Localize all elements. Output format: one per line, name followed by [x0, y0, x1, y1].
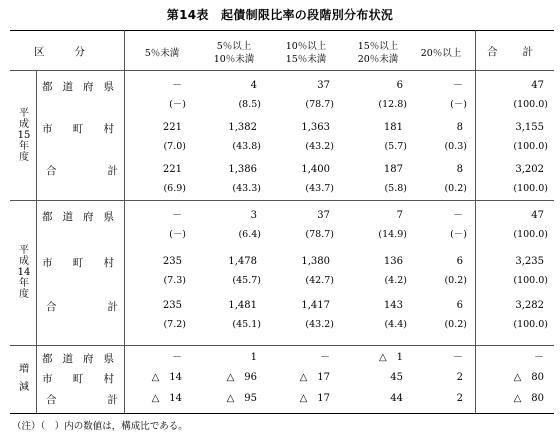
era-char: 14	[17, 267, 31, 278]
value-cell-total: △ 80	[513, 372, 544, 383]
row-label-char: 県	[103, 210, 114, 223]
header-col-3-l2: 15％未満	[285, 54, 327, 65]
value-cell-from5to10: 1,481	[228, 300, 257, 311]
row-label-char: 計	[107, 393, 118, 406]
row-label-char: 村	[103, 122, 114, 135]
row-label	[42, 254, 114, 270]
footnote: （注）（ ）内の数値は，構成比である。	[12, 421, 188, 432]
header-col-4-l1: 15％以上	[357, 41, 399, 52]
value-cell-from10to15: △ 17	[299, 372, 330, 383]
value-cell-under5: －	[172, 210, 182, 221]
value-cell-under5: －	[172, 80, 182, 91]
row-label-char: 計	[107, 300, 118, 313]
era-char: 平	[19, 107, 29, 119]
value-cell-from10to15: 1,363	[301, 122, 330, 133]
value-cell-from10to15: －	[320, 352, 330, 363]
percent-cell-from15to20: (12.8)	[378, 99, 407, 110]
percent-cell-from5to10: (43.3)	[232, 183, 261, 194]
header-col-1-l1: 5％未満	[144, 47, 180, 59]
row-label-char: 府	[83, 210, 94, 223]
percent-cell-under5: (6.9)	[163, 183, 186, 194]
percent-cell-under5: (7.0)	[163, 141, 186, 152]
header-rule	[10, 70, 554, 71]
row-label-char: 町	[72, 256, 84, 269]
section-rule-1	[10, 200, 554, 201]
value-cell-total: 3,202	[515, 164, 544, 175]
row-label-char: 町	[72, 122, 84, 135]
value-cell-from15to20: 136	[383, 256, 403, 267]
percent-cell-from10to15: (42.7)	[305, 275, 334, 286]
header-col-4-l2: 20％未満	[357, 54, 399, 65]
value-cell-from5to10: △ 95	[226, 393, 257, 404]
value-cell-total: －	[534, 352, 544, 363]
row-label-char: 都	[42, 352, 53, 365]
era-char: 度	[19, 289, 29, 300]
percent-cell-from5to10: (43.8)	[232, 141, 261, 152]
row-label-char: 市	[42, 256, 53, 269]
percent-cell-total: (100.0)	[513, 229, 548, 240]
header-total-1: 合	[487, 45, 498, 58]
percent-cell-over20: (0.2)	[444, 183, 467, 194]
era-char: 度	[19, 151, 29, 163]
row-label-char: 合	[46, 164, 57, 177]
header-kubun-2: 分	[74, 45, 85, 58]
row-label	[42, 78, 114, 94]
percent-cell-under5: (－)	[169, 229, 186, 240]
header-total	[475, 36, 545, 66]
row-label-char: 都	[42, 80, 53, 93]
row-label-char: 府	[83, 352, 94, 365]
row-label-char: 合	[46, 393, 57, 406]
value-cell-under5: 235	[162, 300, 182, 311]
header-col-3	[270, 36, 342, 70]
value-cell-total: △ 80	[513, 393, 544, 404]
value-cell-from5to10: 1	[250, 352, 257, 363]
row-label-char: 道	[62, 210, 73, 223]
era-char: 減	[19, 382, 29, 393]
value-cell-from10to15: 37	[317, 80, 330, 91]
row-label	[46, 391, 118, 407]
era-char: 15	[17, 129, 31, 141]
value-cell-total: 3,235	[515, 256, 544, 267]
value-cell-under5: －	[172, 352, 182, 363]
era-char: 平	[19, 245, 29, 256]
header-col-5	[410, 36, 472, 70]
percent-cell-total: (100.0)	[513, 183, 548, 194]
percent-cell-from15to20: (4.2)	[384, 275, 407, 286]
value-cell-over20: 8	[456, 164, 463, 175]
value-cell-from5to10: 1,382	[228, 122, 257, 133]
value-cell-from5to10: 1,478	[228, 256, 257, 267]
value-cell-from5to10: 3	[250, 210, 257, 221]
row-label-char: 都	[42, 210, 53, 223]
row-label	[42, 208, 114, 224]
value-cell-from15to20: 45	[390, 372, 403, 383]
row-label-char: 道	[62, 80, 73, 93]
value-cell-over20: 2	[456, 372, 463, 383]
percent-cell-from5to10: (45.1)	[232, 319, 261, 330]
table-bottom-rule	[10, 413, 554, 414]
value-cell-from10to15: △ 17	[299, 393, 330, 404]
row-label	[42, 350, 114, 366]
value-cell-from5to10: 1,386	[228, 164, 257, 175]
value-cell-from15to20: 143	[383, 300, 403, 311]
header-kubun-1: 区	[34, 45, 45, 58]
percent-cell-under5: (－)	[169, 99, 186, 110]
row-label	[42, 370, 114, 386]
value-cell-total: 47	[531, 210, 544, 221]
header-col-1	[126, 36, 198, 70]
value-cell-from15to20: △ 1	[378, 352, 403, 363]
row-label-char: 合	[46, 300, 57, 313]
percent-cell-from10to15: (78.7)	[305, 229, 334, 240]
percent-cell-from10to15: (78.7)	[305, 99, 334, 110]
value-cell-from15to20: 6	[396, 80, 403, 91]
header-total-2: 計	[522, 45, 533, 58]
era-char: 増	[19, 364, 29, 375]
value-cell-from10to15: 1,417	[301, 300, 330, 311]
value-cell-under5: △ 14	[151, 372, 182, 383]
percent-cell-over20: (－)	[450, 99, 467, 110]
row-label-char: 県	[103, 80, 114, 93]
value-cell-over20: 6	[456, 256, 463, 267]
value-cell-under5: △ 14	[151, 393, 182, 404]
value-cell-over20: －	[453, 352, 463, 363]
row-label-char: 市	[42, 122, 53, 135]
value-cell-over20: －	[453, 210, 463, 221]
value-cell-total: 3,282	[515, 300, 544, 311]
value-cell-from10to15: 1,380	[301, 256, 330, 267]
value-cell-over20: 8	[456, 122, 463, 133]
era-divider	[36, 70, 37, 413]
value-cell-from10to15: 37	[317, 210, 330, 221]
percent-cell-from10to15: (43.2)	[305, 141, 334, 152]
percent-cell-total: (100.0)	[513, 99, 548, 110]
era-char: 年	[19, 140, 29, 152]
percent-cell-from10to15: (43.2)	[305, 319, 334, 330]
value-cell-from5to10: △ 96	[226, 372, 257, 383]
percent-cell-over20: (0.2)	[444, 275, 467, 286]
value-cell-from15to20: 44	[390, 393, 403, 404]
era-char: 年	[19, 278, 29, 289]
header-col-5-l1: 20％以上	[420, 47, 462, 59]
header-col-3-l1: 10％以上	[285, 41, 327, 52]
percent-cell-over20: (－)	[450, 229, 467, 240]
value-cell-under5: 221	[162, 122, 182, 133]
value-cell-from15to20: 187	[383, 164, 403, 175]
value-cell-over20: 2	[456, 393, 463, 404]
total-divider	[475, 30, 476, 413]
header-col-2-l1: 5％以上	[216, 41, 252, 52]
table-title: 第14表 起債制限比率の段階別分布状況	[166, 8, 394, 22]
header-col-4	[342, 36, 414, 70]
percent-cell-total: (100.0)	[513, 275, 548, 286]
value-cell-under5: 221	[162, 164, 182, 175]
value-cell-from5to10: 4	[250, 80, 257, 91]
table-top-rule	[10, 30, 554, 31]
header-kubun	[12, 36, 107, 66]
percent-cell-total: (100.0)	[513, 319, 548, 330]
row-label-char: 市	[42, 372, 53, 385]
era-char: 成	[19, 118, 29, 130]
percent-cell-under5: (7.3)	[163, 275, 186, 286]
row-label-char: 道	[62, 352, 73, 365]
era-label-2	[14, 200, 34, 345]
percent-cell-from10to15: (43.7)	[305, 183, 334, 194]
percent-cell-from15to20: (4.4)	[384, 319, 407, 330]
percent-cell-from15to20: (5.7)	[384, 141, 407, 152]
row-label	[46, 162, 118, 178]
value-cell-over20: 6	[456, 300, 463, 311]
value-cell-total: 47	[531, 80, 544, 91]
row-label-char: 村	[103, 372, 114, 385]
value-cell-from10to15: 1,400	[301, 164, 330, 175]
value-cell-under5: 235	[162, 256, 182, 267]
row-label-char: 県	[103, 352, 114, 365]
header-col-2-l2: 10％未満	[213, 54, 255, 65]
row-label-char: 村	[103, 256, 114, 269]
era-char: 成	[19, 256, 29, 267]
header-col-2	[198, 36, 270, 70]
value-cell-from15to20: 181	[383, 122, 403, 133]
percent-cell-total: (100.0)	[513, 141, 548, 152]
row-label	[42, 120, 114, 136]
value-cell-over20: －	[453, 80, 463, 91]
era-label-3	[14, 345, 34, 413]
percent-cell-from5to10: (8.5)	[238, 99, 261, 110]
percent-cell-over20: (0.3)	[444, 141, 467, 152]
percent-cell-from15to20: (14.9)	[378, 229, 407, 240]
percent-cell-over20: (0.2)	[444, 319, 467, 330]
row-label-char: 町	[72, 372, 84, 385]
percent-cell-from5to10: (45.7)	[232, 275, 261, 286]
percent-cell-from5to10: (6.4)	[238, 229, 261, 240]
percent-cell-under5: (7.2)	[163, 319, 186, 330]
row-label	[46, 298, 118, 314]
row-label-char: 計	[107, 164, 118, 177]
era-label-1	[14, 70, 34, 200]
value-cell-from15to20: 7	[396, 210, 403, 221]
value-cell-total: 3,155	[515, 122, 544, 133]
percent-cell-from15to20: (5.8)	[384, 183, 407, 194]
row-label-char: 府	[83, 80, 94, 93]
section-rule-2	[10, 345, 554, 346]
